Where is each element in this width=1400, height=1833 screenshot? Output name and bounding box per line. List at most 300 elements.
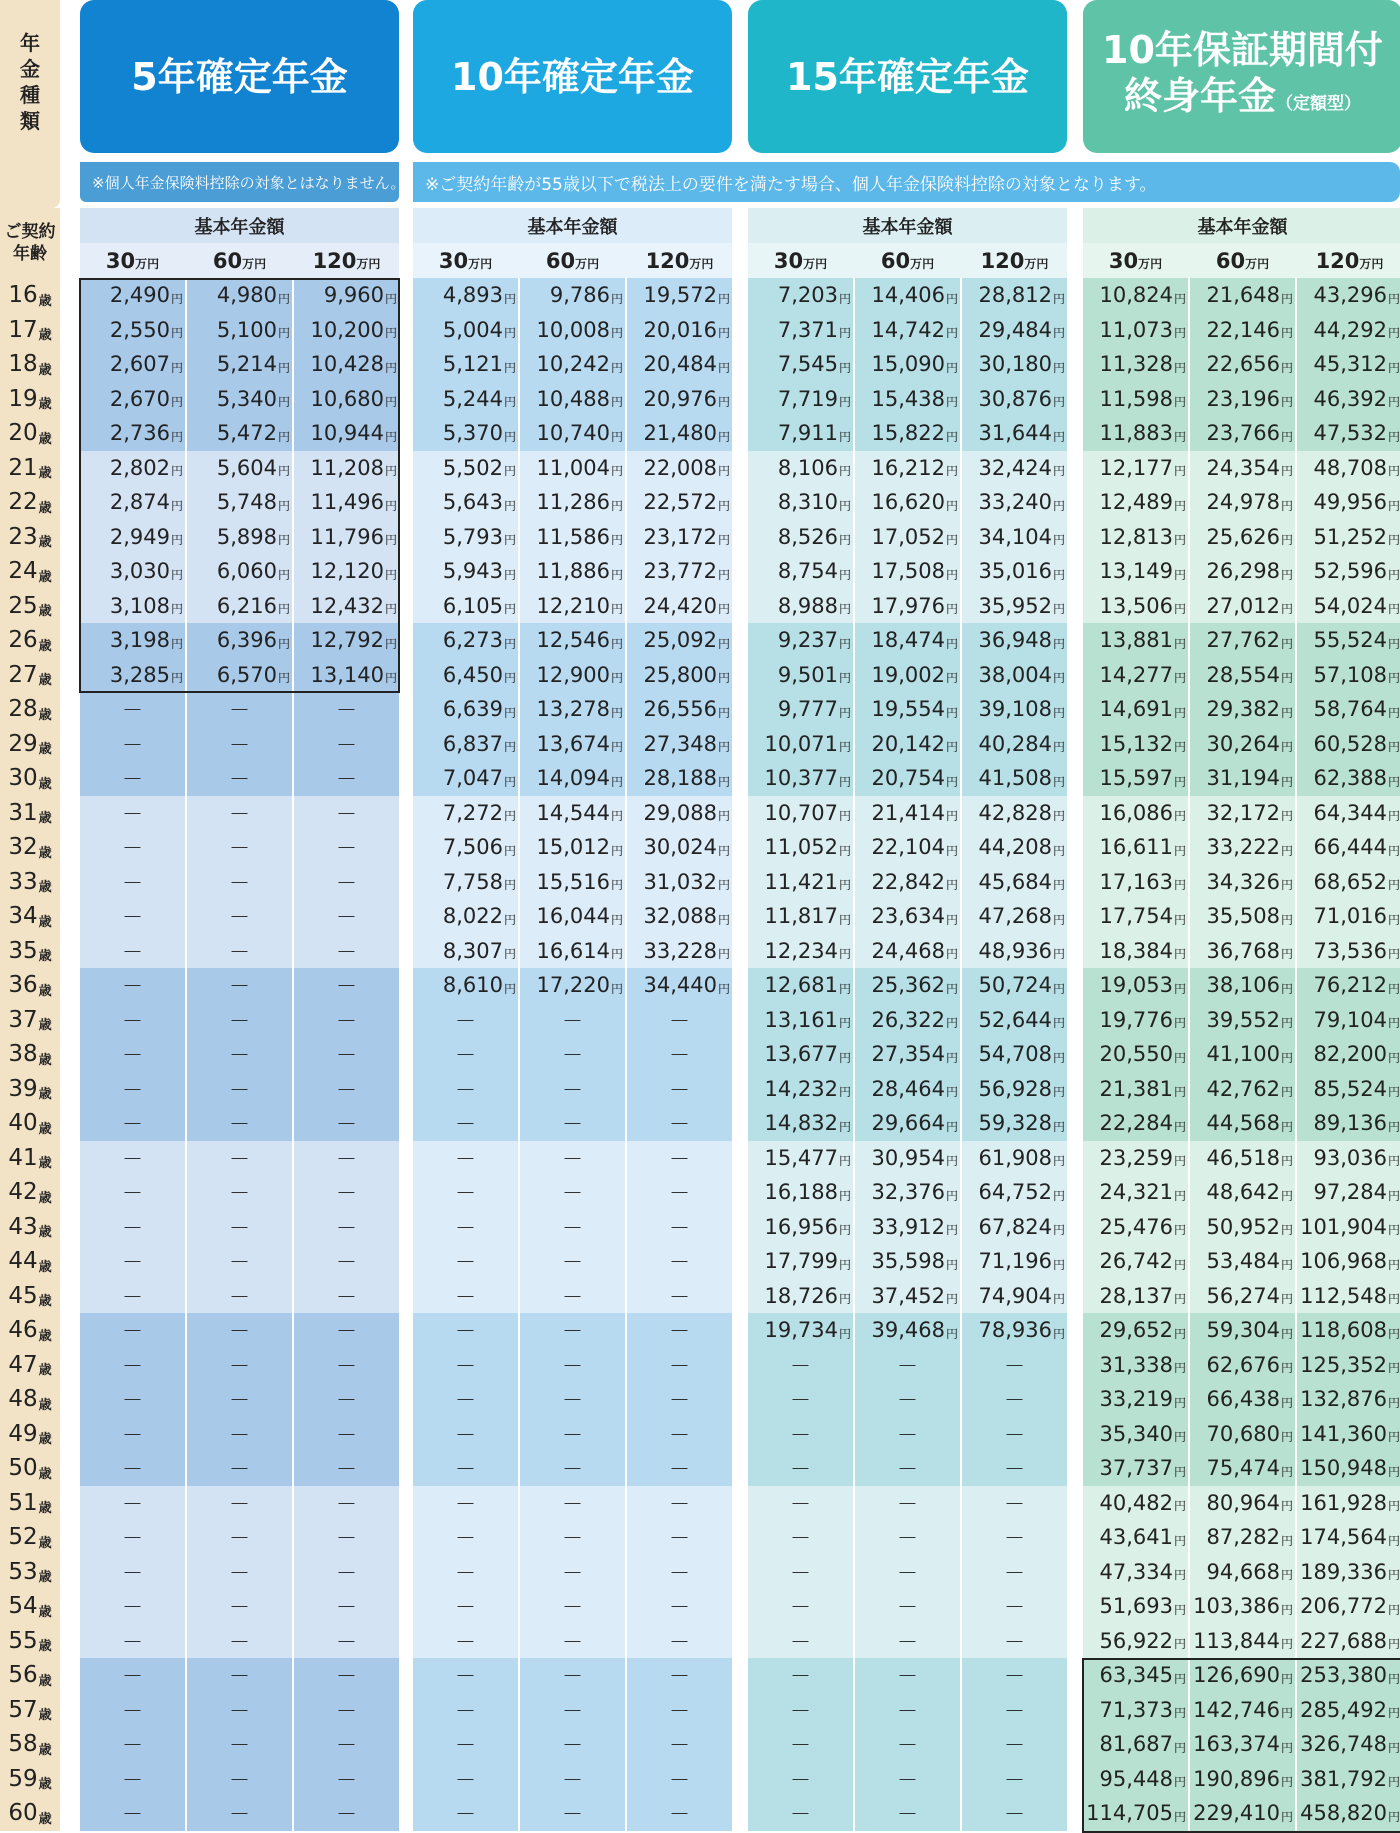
amount-value: 60 [1215, 248, 1246, 273]
pension-amount-cell [520, 554, 625, 589]
age-cell [0, 347, 60, 382]
pension-amount-cell: － [455, 1560, 476, 1585]
age-cell [0, 727, 60, 762]
pension-amount: 39,108 [978, 697, 1052, 722]
pension-amount: 189,336 [1300, 1559, 1387, 1584]
pension-amount-cell: － [562, 1802, 583, 1827]
pension-amount: 71,196 [978, 1249, 1052, 1274]
pension-amount: 285,492 [1300, 1697, 1387, 1722]
amount-header-row [413, 243, 732, 278]
pension-amount-cell: － [455, 1181, 476, 1206]
age-cell [0, 1589, 60, 1624]
yen-unit: 円 [1173, 326, 1186, 341]
yen-unit: 円 [170, 326, 183, 341]
yen-unit: 円 [610, 774, 623, 789]
pension-amount-cell: － [229, 870, 250, 895]
pension-amount-cell [627, 934, 732, 969]
pension-amount-cell [413, 416, 518, 451]
pension-amount-cell [520, 382, 625, 417]
pension-amount-cell [748, 589, 853, 624]
age-cell [0, 313, 60, 348]
age-cell [0, 1486, 60, 1521]
age-unit: 歳 [38, 1018, 52, 1034]
yen-unit: 円 [945, 1050, 958, 1065]
pension-amount-cell: － [1004, 1733, 1025, 1758]
yen-unit: 円 [1173, 1119, 1186, 1134]
pension-amount-cell [520, 623, 625, 658]
pension-amount: 45,684 [978, 869, 1052, 894]
pension-amount: 5,472 [216, 421, 277, 446]
pension-amount-cell: － [336, 1215, 357, 1240]
yen-unit: 円 [1387, 1223, 1400, 1238]
yen-unit: 円 [838, 947, 851, 962]
yen-unit: 円 [1280, 1050, 1293, 1065]
pension-amount: 13,278 [536, 697, 610, 722]
yen-unit: 円 [945, 1119, 958, 1134]
pension-amount-cell: － [790, 1422, 811, 1447]
pension-amount-cell: － [229, 1526, 250, 1551]
pension-amount-cell [413, 830, 518, 865]
yen-unit: 円 [1173, 1257, 1186, 1272]
pension-amount-cell [748, 865, 853, 900]
yen-unit: 円 [1173, 1326, 1186, 1341]
pension-amount: 43,296 [1313, 283, 1387, 308]
pension-amount-cell [1083, 313, 1188, 348]
pension-amount-cell [855, 761, 960, 796]
yen-unit: 円 [1173, 1464, 1186, 1479]
age-unit: 歳 [38, 1501, 52, 1517]
yen-unit: 円 [1052, 843, 1065, 858]
pension-amount-cell: － [336, 1560, 357, 1585]
yen-unit: 円 [277, 429, 290, 444]
pension-amount: 7,047 [442, 766, 503, 791]
pension-amount: 14,544 [536, 800, 610, 825]
pension-amount-cell [187, 485, 292, 520]
age-unit: 歳 [38, 1777, 52, 1793]
pension-amount: 26,322 [871, 1007, 945, 1032]
yen-unit: 円 [717, 395, 730, 410]
pension-amount: 15,090 [871, 352, 945, 377]
pension-amount: 70,680 [1206, 1421, 1280, 1446]
age-unit: 歳 [38, 1225, 52, 1241]
pension-amount-cell [627, 623, 732, 658]
age-unit: 歳 [38, 983, 52, 999]
yen-unit: 円 [838, 429, 851, 444]
pension-amount-cell: － [455, 1491, 476, 1516]
yen-unit: 円 [1280, 1119, 1293, 1134]
pension-amount-cell [962, 1072, 1067, 1107]
pension-amount-cell [1297, 1313, 1400, 1348]
pension-amount: 30,024 [643, 835, 717, 860]
amount-value: 120 [312, 248, 357, 273]
pension-amount-cell [1083, 658, 1188, 693]
yen-unit: 円 [838, 1050, 851, 1065]
pension-amount-cell [187, 623, 292, 658]
pension-amount: 58,764 [1313, 697, 1387, 722]
age-unit: 歳 [38, 1811, 52, 1827]
pension-amount-cell [80, 554, 185, 589]
age-unit: 歳 [38, 949, 52, 965]
pension-amount: 20,976 [643, 386, 717, 411]
pension-amount: 326,748 [1300, 1732, 1387, 1757]
pension-amount-cell: － [122, 1250, 143, 1275]
age-value: 41 [8, 1144, 38, 1171]
pension-amount: 24,321 [1099, 1180, 1173, 1205]
yen-unit: 円 [717, 636, 730, 651]
yen-unit: 円 [1387, 498, 1400, 513]
pension-amount: 3,198 [109, 628, 170, 653]
pension-amount-cell [1083, 1072, 1188, 1107]
age-value: 19 [8, 385, 38, 412]
pension-amount: 3,108 [109, 593, 170, 618]
pension-amount-cell [748, 347, 853, 382]
pension-amount-cell [748, 1210, 853, 1245]
pension-amount-cell [1190, 554, 1295, 589]
pension-amount-cell [962, 865, 1067, 900]
pension-amount-cell [1297, 899, 1400, 934]
age-unit: 歳 [38, 1052, 52, 1068]
amount-unit: 万円 [1245, 257, 1270, 271]
pension-amount: 28,812 [978, 283, 1052, 308]
pension-amount-cell: － [669, 1629, 690, 1654]
pension-amount: 8,106 [777, 455, 838, 480]
pension-amount: 9,777 [777, 697, 838, 722]
yen-unit: 円 [838, 1292, 851, 1307]
age-value: 38 [8, 1041, 38, 1068]
pension-amount-cell [1297, 1175, 1400, 1210]
yen-unit: 円 [384, 567, 397, 582]
pension-amount-cell [855, 589, 960, 624]
pension-amount-cell [1297, 313, 1400, 348]
pension-amount-cell: － [229, 1664, 250, 1689]
yen-unit: 円 [610, 464, 623, 479]
pension-amount: 19,053 [1099, 973, 1173, 998]
pension-amount-cell [187, 313, 292, 348]
age-value: 24 [8, 558, 38, 585]
pension-amount-cell: － [790, 1560, 811, 1585]
pension-amount-cell: － [336, 1698, 357, 1723]
pension-amount-cell: － [897, 1629, 918, 1654]
pension-amount-cell: － [122, 1043, 143, 1068]
pension-amount-cell [187, 658, 292, 693]
pension-amount-cell [855, 1141, 960, 1176]
pension-amount-cell: － [229, 1698, 250, 1723]
pension-amount-cell: － [229, 1388, 250, 1413]
pension-amount: 15,132 [1099, 731, 1173, 756]
yen-unit: 円 [1052, 326, 1065, 341]
pension-amount-cell [1083, 1658, 1188, 1693]
pension-amount-cell: － [336, 1526, 357, 1551]
pension-amount-cell: － [336, 939, 357, 964]
pension-amount-cell [1190, 1279, 1295, 1314]
pension-amount-cell [294, 313, 399, 348]
amount-unit: 万円 [242, 257, 267, 271]
pension-amount: 24,354 [1206, 455, 1280, 480]
yen-unit: 円 [1280, 1188, 1293, 1203]
yen-unit: 円 [1173, 740, 1186, 755]
age-unit: 歳 [38, 638, 52, 654]
pension-amount-cell: － [897, 1491, 918, 1516]
pension-amount: 9,501 [777, 662, 838, 687]
pension-amount-cell: － [897, 1560, 918, 1585]
pension-amount-cell: － [122, 836, 143, 861]
pension-amount-cell: － [122, 1664, 143, 1689]
yen-unit: 円 [1280, 1740, 1293, 1755]
pension-amount-cell [1297, 934, 1400, 969]
amount-unit: 万円 [910, 257, 935, 271]
pension-amount: 12,813 [1099, 524, 1173, 549]
age-unit: 歳 [38, 742, 52, 758]
pension-amount-cell [627, 589, 732, 624]
pension-amount-cell [627, 968, 732, 1003]
pension-amount-cell: － [897, 1353, 918, 1378]
pension-amount: 47,334 [1099, 1559, 1173, 1584]
pension-amount: 10,428 [310, 352, 384, 377]
yen-unit: 円 [945, 809, 958, 824]
yen-unit: 円 [1387, 1499, 1400, 1514]
age-value: 21 [8, 454, 38, 481]
pension-amount-cell: － [455, 1077, 476, 1102]
pension-amount-cell: － [122, 1008, 143, 1033]
pension-amount: 30,264 [1206, 731, 1280, 756]
pension-amount-cell [1083, 1417, 1188, 1452]
age-cell [0, 1037, 60, 1072]
pension-amount-cell [1083, 1313, 1188, 1348]
yen-unit: 円 [1387, 1016, 1400, 1031]
pension-amount-cell [80, 278, 185, 313]
yen-unit: 円 [838, 912, 851, 927]
pension-amount-cell [855, 1003, 960, 1038]
age-unit: 歳 [38, 1294, 52, 1310]
pension-amount-cell [1083, 1451, 1188, 1486]
pension-amount-cell: － [229, 1181, 250, 1206]
amount-unit: 万円 [803, 257, 828, 271]
yen-unit: 円 [717, 947, 730, 962]
pension-amount-cell [962, 727, 1067, 762]
pension-amount: 10,488 [536, 386, 610, 411]
yen-unit: 円 [838, 360, 851, 375]
pension-amount-cell [1083, 1796, 1188, 1831]
yen-unit: 円 [838, 1326, 851, 1341]
yen-unit: 円 [503, 843, 516, 858]
pension-amount-cell: － [455, 1526, 476, 1551]
yen-unit: 円 [1173, 1050, 1186, 1065]
yen-unit: 円 [1280, 1671, 1293, 1686]
pension-amount-cell [1190, 589, 1295, 624]
pension-amount: 10,824 [1099, 283, 1173, 308]
age-value: 34 [8, 903, 38, 930]
yen-unit: 円 [1173, 1085, 1186, 1100]
pension-amount-cell [627, 451, 732, 486]
pension-amount: 51,252 [1313, 524, 1387, 549]
pension-amount-cell [80, 347, 185, 382]
pension-amount: 16,044 [536, 904, 610, 929]
pension-amount: 3,030 [109, 559, 170, 584]
pension-amount-cell [962, 830, 1067, 865]
pension-amount-cell [748, 1141, 853, 1176]
pension-amount: 50,724 [978, 973, 1052, 998]
age-cell [0, 1279, 60, 1314]
pension-amount-cell [962, 1106, 1067, 1141]
pension-amount-cell: － [336, 836, 357, 861]
pension-amount-cell: － [897, 1526, 918, 1551]
yen-unit: 円 [1387, 602, 1400, 617]
yen-unit: 円 [1387, 395, 1400, 410]
yen-unit: 円 [277, 326, 290, 341]
pension-amount: 18,726 [764, 1283, 838, 1308]
yen-unit: 円 [1052, 809, 1065, 824]
yen-unit: 円 [384, 602, 397, 617]
pension-amount: 5,793 [442, 524, 503, 549]
pension-amount-cell: － [122, 1146, 143, 1171]
yen-unit: 円 [1173, 1809, 1186, 1824]
pension-amount: 35,508 [1206, 904, 1280, 929]
age-cell [0, 968, 60, 1003]
pension-amount-cell: － [455, 1388, 476, 1413]
pension-amount-cell [627, 278, 732, 313]
pension-amount: 31,194 [1206, 766, 1280, 791]
pension-amount: 458,820 [1300, 1801, 1387, 1826]
pension-amount: 5,004 [442, 317, 503, 342]
pension-amount-cell: － [455, 1215, 476, 1240]
age-value: 46 [8, 1317, 38, 1344]
pension-amount-cell [748, 416, 853, 451]
yen-unit: 円 [1387, 1533, 1400, 1548]
yen-unit: 円 [1387, 1568, 1400, 1583]
pension-amount-cell [1297, 727, 1400, 762]
amount-value: 30 [438, 248, 469, 273]
pension-amount-cell [520, 278, 625, 313]
pension-amount: 35,598 [871, 1249, 945, 1274]
pension-amount-cell [1083, 1037, 1188, 1072]
pension-amount-cell: － [122, 1802, 143, 1827]
yen-unit: 円 [838, 843, 851, 858]
base-amount-header: 基本年金額 [748, 208, 1067, 243]
pension-amount-cell: － [790, 1733, 811, 1758]
pension-amount-cell [1190, 1693, 1295, 1728]
yen-unit: 円 [610, 843, 623, 858]
yen-unit: 円 [1387, 464, 1400, 479]
yen-unit: 円 [277, 671, 290, 686]
pension-amount-cell [1297, 554, 1400, 589]
age-value: 52 [8, 1524, 38, 1551]
pension-amount-cell [855, 692, 960, 727]
yen-unit: 円 [1387, 1706, 1400, 1721]
pension-amount-cell [1297, 1796, 1400, 1831]
pension-amount-cell: － [229, 1319, 250, 1344]
pension-amount-cell: － [229, 1560, 250, 1585]
yen-unit: 円 [717, 843, 730, 858]
pension-amount-cell: － [229, 1077, 250, 1102]
pension-amount-cell: － [897, 1733, 918, 1758]
yen-unit: 円 [945, 981, 958, 996]
pension-amount-cell: － [336, 1353, 357, 1378]
pension-amount-cell [1190, 658, 1295, 693]
yen-unit: 円 [610, 291, 623, 306]
pension-amount-cell: － [1004, 1560, 1025, 1585]
age-cell [0, 1796, 60, 1831]
pension-amount: 11,817 [764, 904, 838, 929]
pension-amount-cell [1297, 692, 1400, 727]
pension-amount-cell [520, 727, 625, 762]
pension-amount: 113,844 [1193, 1628, 1280, 1653]
pension-amount-cell: － [1004, 1353, 1025, 1378]
yen-unit: 円 [1173, 1637, 1186, 1652]
pension-amount: 10,944 [310, 421, 384, 446]
pension-amount-cell [962, 1244, 1067, 1279]
pension-amount-cell [1297, 1003, 1400, 1038]
yen-unit: 円 [838, 326, 851, 341]
pension-amount-cell: － [669, 1560, 690, 1585]
age-cell [0, 451, 60, 486]
pension-amount-cell: － [229, 1250, 250, 1275]
yen-unit: 円 [838, 1016, 851, 1031]
yen-unit: 円 [1173, 360, 1186, 375]
yen-unit: 円 [384, 429, 397, 444]
pension-amount: 27,354 [871, 1042, 945, 1067]
amount-unit: 万円 [356, 257, 381, 271]
yen-unit: 円 [1387, 567, 1400, 582]
pension-amount: 21,381 [1099, 1076, 1173, 1101]
pension-amount: 89,136 [1313, 1111, 1387, 1136]
yen-unit: 円 [1387, 1050, 1400, 1065]
pension-amount-cell [1190, 761, 1295, 796]
pension-amount-cell [855, 934, 960, 969]
age-unit: 歳 [38, 673, 52, 689]
yen-unit: 円 [503, 636, 516, 651]
yen-unit: 円 [1387, 1119, 1400, 1134]
pension-amount-cell [748, 1106, 853, 1141]
pension-amount-cell: － [122, 1112, 143, 1137]
yen-unit: 円 [1173, 533, 1186, 548]
pension-amount-cell [855, 1072, 960, 1107]
pension-amount-cell: － [669, 1422, 690, 1447]
pension-amount-cell [855, 416, 960, 451]
pension-amount-cell [1083, 589, 1188, 624]
age-cell [0, 623, 60, 658]
pension-amount-cell [627, 830, 732, 865]
pension-amount-cell [1190, 1762, 1295, 1797]
pension-amount-cell: － [336, 1250, 357, 1275]
type-label-char: 年 [20, 31, 40, 55]
pension-amount: 24,468 [871, 938, 945, 963]
pension-amount: 32,088 [643, 904, 717, 929]
pension-amount: 42,828 [978, 800, 1052, 825]
pension-amount: 15,822 [871, 421, 945, 446]
pension-amount-cell [855, 796, 960, 831]
pension-amount-cell: － [229, 1008, 250, 1033]
pension-amount-cell [748, 761, 853, 796]
pension-type-header [80, 0, 399, 153]
age-unit: 歳 [38, 397, 52, 413]
pension-amount-cell [520, 347, 625, 382]
pension-amount: 18,474 [871, 628, 945, 653]
yen-unit: 円 [838, 774, 851, 789]
pension-amount: 28,554 [1206, 662, 1280, 687]
age-value: 40 [8, 1110, 38, 1137]
pension-amount-cell [187, 451, 292, 486]
age-unit: 歳 [38, 328, 52, 344]
age-cell [0, 1175, 60, 1210]
yen-unit: 円 [1387, 1671, 1400, 1686]
yen-unit: 円 [1387, 1257, 1400, 1272]
yen-unit: 円 [1387, 878, 1400, 893]
pension-amount: 71,016 [1313, 904, 1387, 929]
yen-unit: 円 [610, 705, 623, 720]
yen-unit: 円 [384, 498, 397, 513]
amount-column-header [1297, 243, 1400, 278]
pension-amount-cell: － [336, 1491, 357, 1516]
